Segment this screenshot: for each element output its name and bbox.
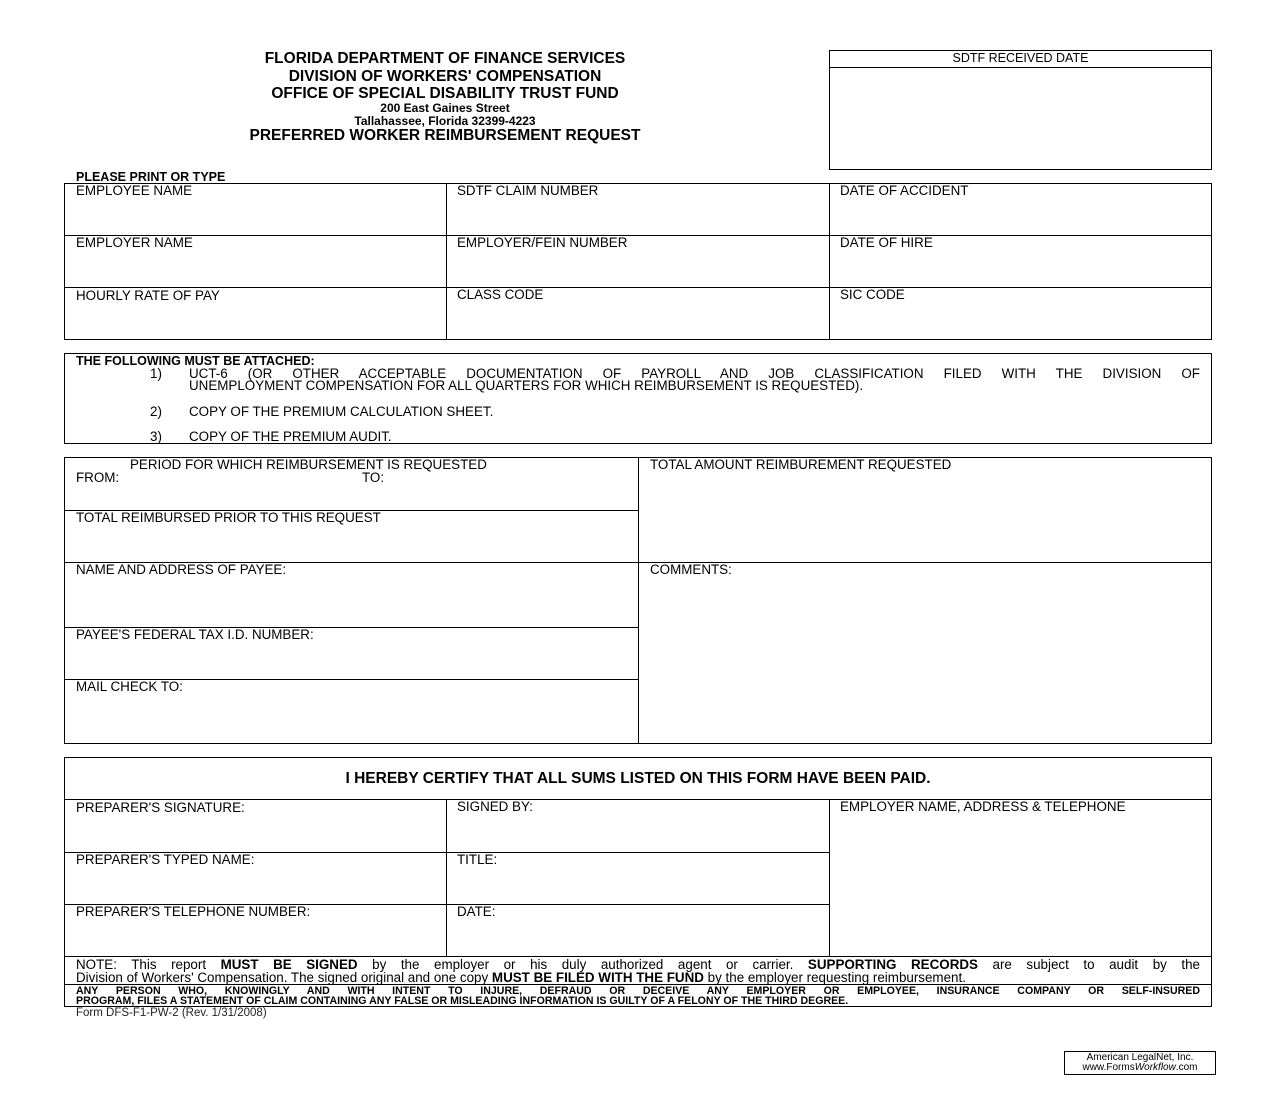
period-to-field[interactable] (392, 482, 628, 504)
attachment-item-text: COPY OF THE PREMIUM AUDIT. (189, 429, 392, 444)
attachment-number: 3) (150, 429, 162, 444)
publisher-website (1064, 1062, 1216, 1073)
note-text: by the employer or his duly authorized agent or carrier. (357, 957, 808, 972)
total-amount-label: TOTAL AMOUNT REIMBUREMENT REQUESTED (650, 457, 952, 472)
preparer-telephone-label: PREPARER'S TELEPHONE NUMBER: (76, 904, 311, 919)
signed-by-field[interactable] (457, 822, 817, 844)
attachment-number: 1) (150, 366, 162, 381)
hourly-rate-field[interactable] (76, 310, 436, 332)
payee-label: NAME AND ADDRESS OF PAYEE: (76, 562, 287, 577)
sdtf-claim-number-field[interactable] (457, 206, 817, 228)
note-text: by the employer requesting reimbursement. (703, 970, 966, 985)
hourly-rate-label: HOURLY RATE OF PAY (76, 288, 220, 303)
period-label: PERIOD FOR WHICH REIMBURSEMENT IS REQUESTED (130, 457, 487, 472)
comments-label: COMMENTS: (650, 562, 732, 577)
office-name: OFFICE OF SPECIAL DISABILITY TRUST FUND (271, 85, 619, 102)
employer-fein-field[interactable] (457, 258, 817, 280)
date-of-accident-field[interactable] (840, 206, 1200, 228)
note-emphasis: MUST BE FILED WITH THE FUND (491, 970, 704, 985)
title-label: TITLE: (457, 852, 498, 867)
attachments-heading: THE FOLLOWING MUST BE ATTACHED: (76, 354, 315, 368)
employer-contact-label: EMPLOYER NAME, ADDRESS & TELEPHONE (840, 799, 1126, 814)
certification-heading: I HEREBY CERTIFY THAT ALL SUMS LISTED ON THIS FORM HAVE BEEN PAID. (345, 770, 931, 787)
to-label: TO: (362, 470, 385, 485)
agency-name: FLORIDA DEPARTMENT OF FINANCE SERVICES (264, 50, 626, 67)
prior-reimbursed-field[interactable] (76, 533, 628, 555)
mail-check-label: MAIL CHECK TO: (76, 679, 183, 694)
street-address: 200 East Gaines Street (380, 101, 510, 115)
fraud-warning-line: PROGRAM, FILES A STATEMENT OF CLAIM CONTAINING ANY FALSE OR MISLEADING INFORMATION IS GUILTY OF A FELONY OF THE THIRD DEGREE. (76, 995, 849, 1007)
signed-by-label: SIGNED BY: (457, 799, 533, 814)
class-code-label: CLASS CODE (457, 287, 544, 302)
employer-fein-label: EMPLOYER/FEIN NUMBER (457, 235, 628, 250)
note-emphasis: SUPPORTING RECORDS (807, 957, 978, 972)
publisher-website-part: Workflow (1134, 1062, 1176, 1073)
preparer-typed-name-label: PREPARER'S TYPED NAME: (76, 852, 255, 867)
attachment-item-text: UNEMPLOYMENT COMPENSATION FOR ALL QUARTERS FOR WHICH REIMBURSEMENT IS REQUESTED). (189, 378, 864, 393)
date-field[interactable] (457, 926, 817, 948)
sic-code-label: SIC CODE (840, 287, 905, 302)
print-instruction: PLEASE PRINT OR TYPE (76, 170, 226, 184)
city-address: Tallahassee, Florida 32399-4223 (354, 114, 536, 128)
form-number: Form DFS-F1-PW-2 (Rev. 1/31/2008) (76, 1007, 267, 1019)
received-date-field[interactable] (834, 72, 1206, 164)
employee-name-field[interactable] (76, 206, 436, 228)
note-emphasis: MUST BE SIGNED (220, 957, 358, 972)
title-field[interactable] (457, 874, 817, 896)
class-code-field[interactable] (457, 310, 817, 332)
filing-note (76, 971, 966, 985)
attachment-number: 2) (150, 404, 162, 419)
sic-code-field[interactable] (840, 310, 1200, 332)
attachment-item-text: UCT-6 (OR OTHER ACCEPTABLE DOCUMENTATION OF PAYROLL AND JOB CLASSIFICATION FILED WITH THE DIVISION OF (189, 366, 1200, 381)
received-date-label: SDTF RECEIVED DATE (952, 51, 1089, 65)
from-label: FROM: (76, 470, 120, 485)
employer-contact-field[interactable] (840, 820, 1200, 950)
payee-tax-id-field[interactable] (76, 650, 628, 672)
attachment-item-text: COPY OF THE PREMIUM CALCULATION SHEET. (189, 404, 494, 419)
date-of-accident-label: DATE OF ACCIDENT (840, 183, 969, 198)
preparer-typed-name-field[interactable] (76, 874, 436, 896)
publisher-name: American LegalNet, Inc. (1086, 1052, 1194, 1063)
note-text: NOTE: This report (76, 957, 221, 972)
mail-check-field[interactable] (76, 698, 628, 738)
publisher-website-part: www.Forms (1082, 1062, 1135, 1073)
date-of-hire-field[interactable] (840, 258, 1200, 280)
date-label: DATE: (457, 904, 496, 919)
payee-tax-id-label: PAYEE'S FEDERAL TAX I.D. NUMBER: (76, 627, 314, 642)
preparer-signature-label: PREPARER'S SIGNATURE: (76, 800, 245, 815)
payee-field[interactable] (76, 582, 628, 622)
period-from-field[interactable] (130, 482, 350, 504)
comments-field[interactable] (650, 582, 1200, 738)
employee-name-label: EMPLOYEE NAME (76, 183, 193, 198)
employer-name-label: EMPLOYER NAME (76, 235, 193, 250)
publisher-website-part: .com (1175, 1062, 1198, 1073)
sdtf-claim-number-label: SDTF CLAIM NUMBER (457, 183, 599, 198)
prior-reimbursed-label: TOTAL REIMBURSED PRIOR TO THIS REQUEST (76, 510, 381, 525)
preparer-signature-field[interactable] (76, 822, 436, 844)
employer-name-field[interactable] (76, 258, 436, 280)
fraud-warning-line: ANY PERSON WHO, KNOWINGLY AND WITH INTENT TO INJURE, DEFRAUD OR DECEIVE ANY EMPLOYER OR EMPLOYEE, INSURANCE COMPANY OR SELF-INSURED (76, 985, 1200, 997)
note-text: are subject to audit by the (977, 957, 1200, 972)
division-name: DIVISION OF WORKERS' COMPENSATION (288, 68, 602, 85)
total-amount-field[interactable] (650, 478, 1200, 556)
preparer-telephone-field[interactable] (76, 926, 436, 948)
form-title: PREFERRED WORKER REIMBURSEMENT REQUEST (249, 127, 641, 144)
date-of-hire-label: DATE OF HIRE (840, 235, 933, 250)
note-text: Division of Workers' Compensation. The signed original and one copy (76, 970, 492, 985)
